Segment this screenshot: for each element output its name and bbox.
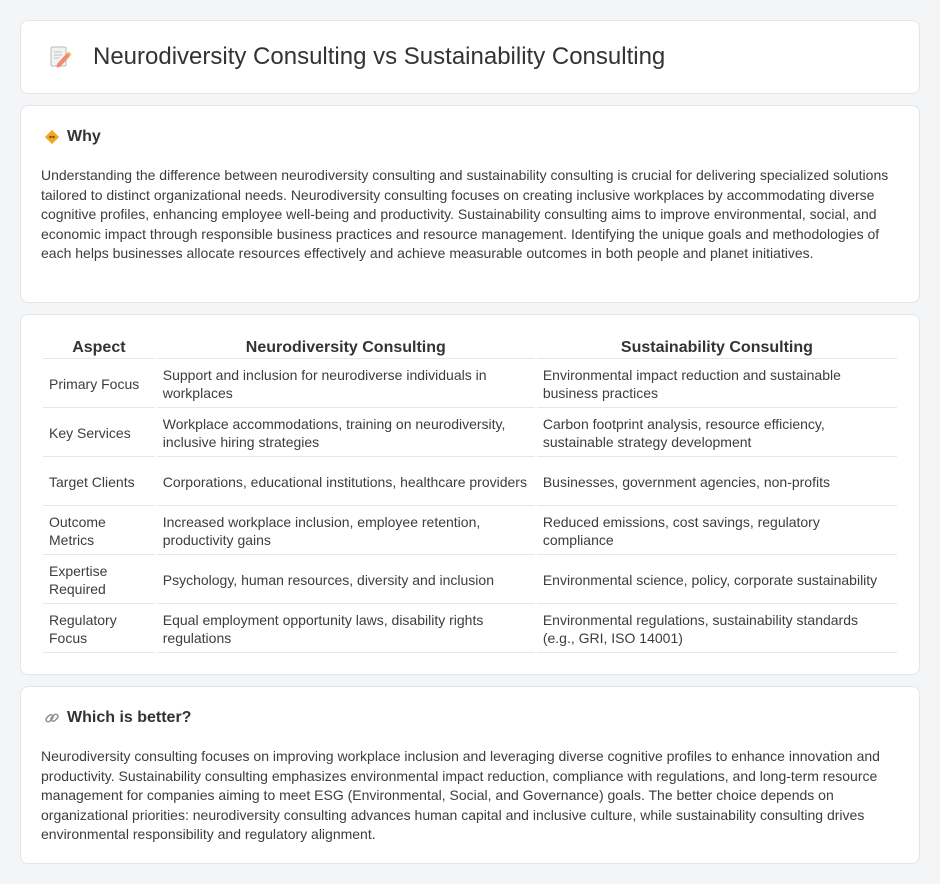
aspect-cell: Regulatory Focus [43,606,155,653]
column-header-aspect: Aspect [43,337,155,359]
document-pencil-icon [47,44,73,70]
table-row [43,557,897,604]
which-is-better-title: Which is better? [67,709,192,726]
why-text: Understanding the difference between neurodiversity consulting and sustainability consulting is crucial for delivering specialized solutions tailored to distinct organizational needs. Neurodiversity consulting focuses on creating inclusive workplaces by accommodating diverse cognitive profiles, enhancing employee well-being and productivity. Sustainability consulting aims to improve environmental, social, and economic impact through responsible business practices and resource management. Identifying the unique goals and methodologies of each helps businesses allocate resources effectively and achieve measurable outcomes in both people and planet initiatives. [41,167,889,261]
aspect-cell: Target Clients [43,459,155,506]
table-row [43,606,897,653]
table-row [43,410,897,457]
table-row [43,459,897,506]
sustainability-cell: Environmental regulations, sustainability standards (e.g., GRI, ISO 14001) [537,606,897,653]
table-row [43,508,897,555]
header-card [20,20,920,94]
sustainability-cell: Businesses, government agencies, non-profits [537,459,897,506]
comparison-table [41,335,899,655]
sustainability-cell: Environmental science, policy, corporate sustainability [537,557,897,604]
sustainability-cell: Reduced emissions, cost savings, regulatory compliance [537,508,897,555]
comparison-table-card [20,314,920,675]
neurodiversity-cell: Equal employment opportunity laws, disability rights regulations [157,606,535,653]
column-header-neurodiversity: Neurodiversity Consulting [157,337,535,359]
link-icon [43,709,61,727]
neurodiversity-cell: Increased workplace inclusion, employee retention, productivity gains [157,508,535,555]
column-header-sustainability: Sustainability Consulting [537,337,897,359]
why-section [20,105,920,303]
sustainability-cell: Carbon footprint analysis, resource efficiency, sustainable strategy development [537,410,897,457]
aspect-cell: Key Services [43,410,155,457]
page-title: Neurodiversity Consulting vs Sustainability Consulting [93,43,666,70]
which-is-better-section [20,686,920,864]
aspect-cell: Expertise Required [43,557,155,604]
aspect-cell: Primary Focus [43,361,155,408]
why-title: Why [67,128,101,145]
neurodiversity-cell: Workplace accommodations, training on neurodiversity, inclusive hiring strategies [157,410,535,457]
neurodiversity-cell: Psychology, human resources, diversity and inclusion [157,557,535,604]
table-header-row [43,337,897,359]
table-row [43,361,897,408]
aspect-cell: Outcome Metrics [43,508,155,555]
sustainability-cell: Environmental impact reduction and sustainable business practices [537,361,897,408]
which-is-better-text: Neurodiversity consulting focuses on improving workplace inclusion and leveraging diverse cognitive profiles to enhance innovation and productivity. Sustainability consulting emphasizes environmental impact reduction, compliance with regulations, and long-term resource management for companies aiming to meet ESG (Environmental, Social, and Governance) goals. The better choice depends on organizational priorities: neurodiversity consulting advances human capital and inclusive culture, while sustainability consulting drives environmental responsibility and regulatory alignment. [41,748,880,842]
neurodiversity-cell: Support and inclusion for neurodiverse individuals in workplaces [157,361,535,408]
diamond-sign-icon [43,128,61,146]
neurodiversity-cell: Corporations, educational institutions, healthcare providers [157,459,535,506]
